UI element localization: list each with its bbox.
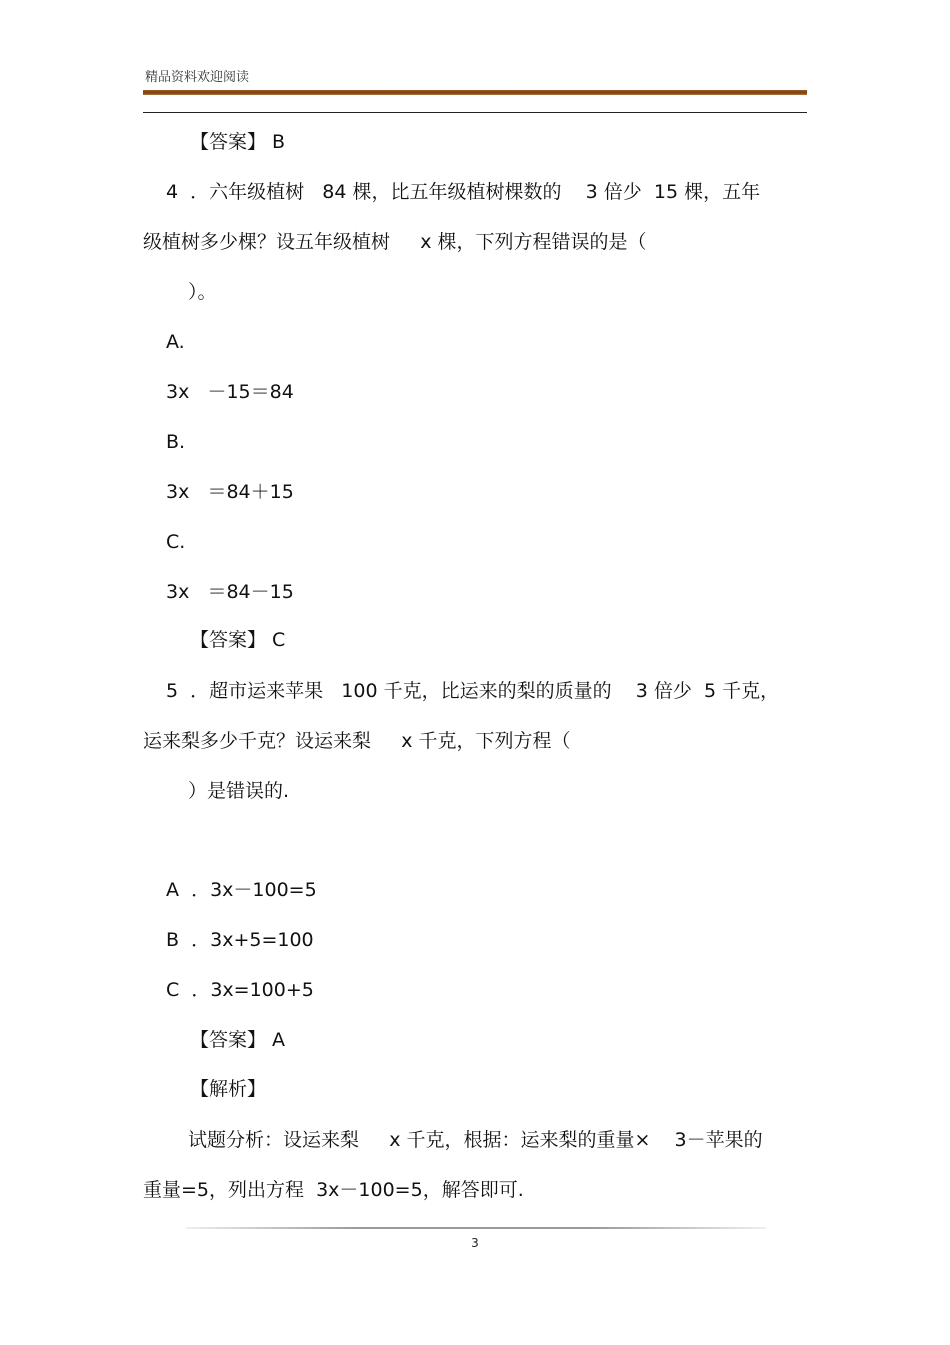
question-5-line-3: ）是错误的. bbox=[188, 780, 290, 802]
analysis-line-1: 试题分析：设运来梨 x 千克，根据：运来梨的重量× 3－苹果的 bbox=[188, 1129, 763, 1151]
header-title: 精品资料欢迎阅读 bbox=[145, 70, 250, 85]
question-4-line-2: 级植树多少棵？设五年级植树 x 棵，下列方程错误的是（ bbox=[143, 231, 647, 253]
answer-q4: 【答案】 C bbox=[190, 629, 286, 651]
header-rule-thick bbox=[143, 90, 807, 95]
option-c-equation: 3x ＝84－15 bbox=[166, 581, 294, 603]
option-label-c: C. bbox=[166, 531, 186, 553]
q5-option-c: C ．3x=100+5 bbox=[166, 979, 314, 1001]
question-4-line-1: 4 ．六年级植树 84 棵，比五年级植树棵数的 3 倍少 15 棵，五年 bbox=[166, 181, 761, 203]
question-5-line-1: 5 ．超市运来苹果 100 千克，比运来的梨的质量的 3 倍少 5 千克， bbox=[166, 680, 780, 702]
analysis-line-2: 重量=5，列出方程 3x－100=5，解答即可. bbox=[143, 1179, 524, 1201]
q5-option-b: B ．3x+5=100 bbox=[166, 929, 314, 951]
q5-option-a: A ．3x－100=5 bbox=[166, 879, 317, 901]
analysis-heading: 【解析】 bbox=[190, 1078, 267, 1100]
option-a-equation: 3x －15＝84 bbox=[166, 381, 294, 403]
option-b-equation: 3x ＝84＋15 bbox=[166, 481, 294, 503]
answer-q5: 【答案】 A bbox=[190, 1029, 286, 1051]
question-4-line-3: ）。 bbox=[188, 281, 217, 303]
header-rule-thin bbox=[143, 112, 807, 113]
option-label-b: B. bbox=[166, 431, 186, 453]
question-5-line-2: 运来梨多少千克？设运来梨 x 千克，下列方程（ bbox=[143, 730, 571, 752]
footer-rule bbox=[186, 1227, 766, 1229]
page-number: 3 bbox=[471, 1236, 479, 1250]
answer-q3: 【答案】 B bbox=[190, 131, 286, 153]
option-label-a: A. bbox=[166, 331, 185, 353]
